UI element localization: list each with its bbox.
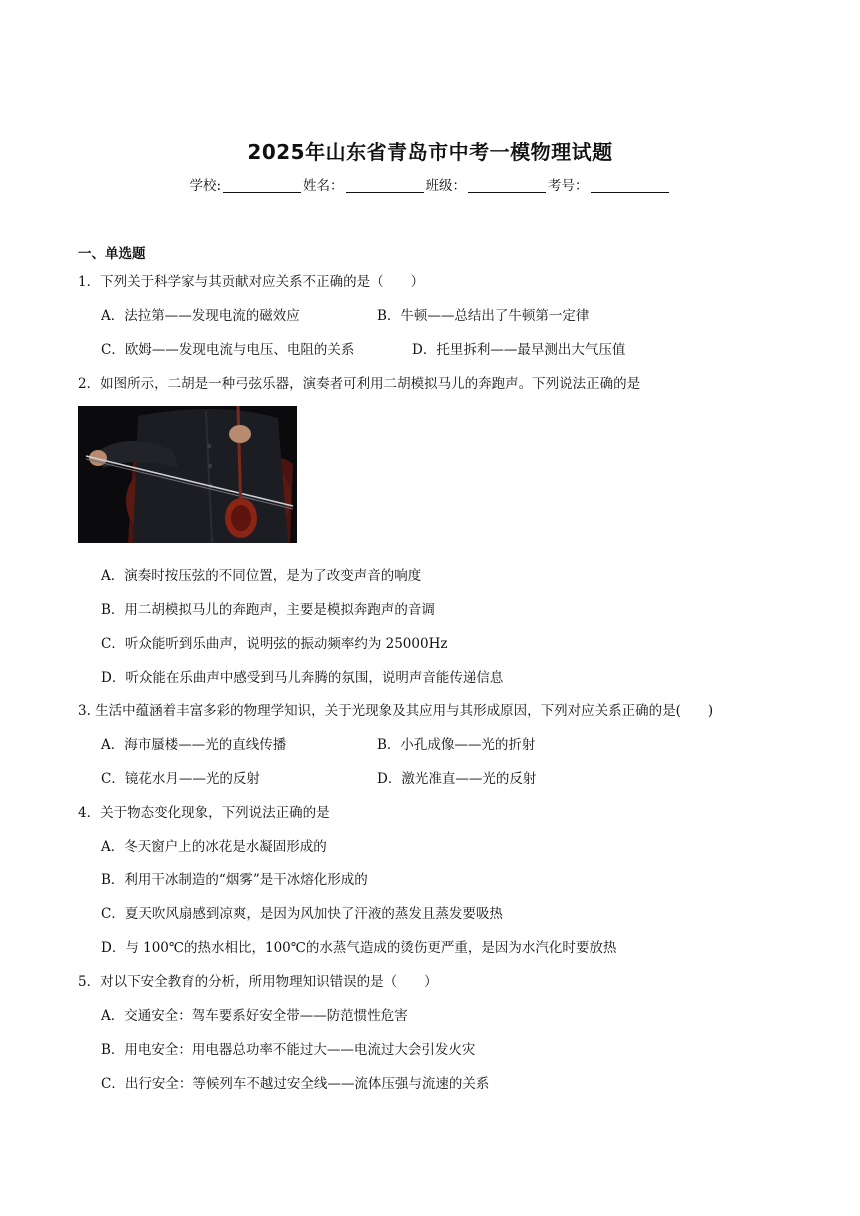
exam-no-blank	[591, 178, 669, 193]
question-4-stem: 4．关于物态变化现象，下列说法正确的是	[78, 805, 330, 821]
name-label: 姓名：	[303, 178, 344, 194]
question-4-option-a: A．冬天窗户上的冰花是水凝固形成的	[101, 839, 327, 855]
question-2-option-c: C．听众能听到乐曲声，说明弦的振动频率约为 25000Hz	[101, 636, 448, 652]
question-4-option-d: D．与 100℃的热水相比，100℃的水蒸气造成的烫伤更严重，是因为水汽化时要放热	[101, 940, 617, 956]
question-2-option-a: A．演奏时按压弦的不同位置，是为了改变声音的响度	[101, 568, 422, 584]
erhu-player-photo	[78, 406, 297, 543]
question-2-option-d: D．听众能在乐曲声中感受到马儿奔腾的氛围，说明声音能传递信息	[101, 670, 504, 686]
question-4-option-b: B．利用干冰制造的“烟雾”是干冰熔化形成的	[101, 872, 368, 888]
school-label: 学校:	[189, 178, 222, 194]
question-3-option-a: A．海市蜃楼——光的直线传播	[101, 737, 287, 753]
erhu-illustration	[78, 406, 297, 543]
question-1-option-d: D．托里拆利——最早测出大气压值	[412, 342, 626, 358]
school-field	[189, 174, 303, 194]
class-blank	[468, 178, 546, 193]
section-title: 一、单选题	[78, 246, 146, 262]
name-field	[303, 174, 426, 194]
class-label: 班级：	[425, 178, 467, 194]
school-blank	[223, 178, 301, 193]
question-5-option-b: B．用电安全：用电器总功率不能过大——电流过大会引发火灾	[101, 1042, 476, 1058]
question-3-option-d: D．激光准直——光的反射	[377, 771, 537, 787]
question-3-option-b: B．小孔成像——光的折射	[377, 737, 536, 753]
question-5-stem: 5．对以下安全教育的分析，所用物理知识错误的是（ ）	[78, 974, 438, 990]
question-4-option-c: C．夏天吹风扇感到凉爽，是因为风加快了汗液的蒸发且蒸发要吸热	[101, 906, 503, 922]
question-1-stem: 1．下列关于科学家与其贡献对应关系不正确的是（ ）	[78, 274, 425, 290]
question-5-option-c: C．出行安全：等候列车不越过安全线——流体压强与流速的关系	[101, 1076, 490, 1092]
question-1-option-b: B．牛顿——总结出了牛顿第一定律	[377, 308, 590, 324]
student-info-line	[0, 174, 860, 194]
exam-title: 2025年山东省青岛市中考一模物理试题	[247, 140, 613, 164]
question-3-stem: 3. 生活中蕴涵着丰富多彩的物理学知识，关于光现象及其应用与其形成原因，下列对应关系正确的是( )	[78, 703, 714, 719]
exam-no-label: 考号：	[548, 178, 589, 194]
name-blank	[346, 178, 424, 193]
question-1-option-a: A．法拉第——发现电流的磁效应	[101, 308, 300, 324]
question-1-option-c: C．欧姆——发现电流与电压、电阻的关系	[101, 342, 355, 358]
question-2-option-b: B．用二胡模拟马儿的奔跑声，主要是模拟奔跑声的音调	[101, 602, 435, 618]
exam-no-field	[548, 174, 671, 194]
question-2-stem: 2．如图所示，二胡是一种弓弦乐器，演奏者可利用二胡模拟马儿的奔跑声。下列说法正确的是	[78, 376, 641, 392]
question-5-option-a: A．交通安全：驾车要系好安全带——防范惯性危害	[101, 1008, 408, 1024]
question-3-option-c: C．镜花水月——光的反射	[101, 771, 260, 787]
class-field	[426, 174, 549, 194]
